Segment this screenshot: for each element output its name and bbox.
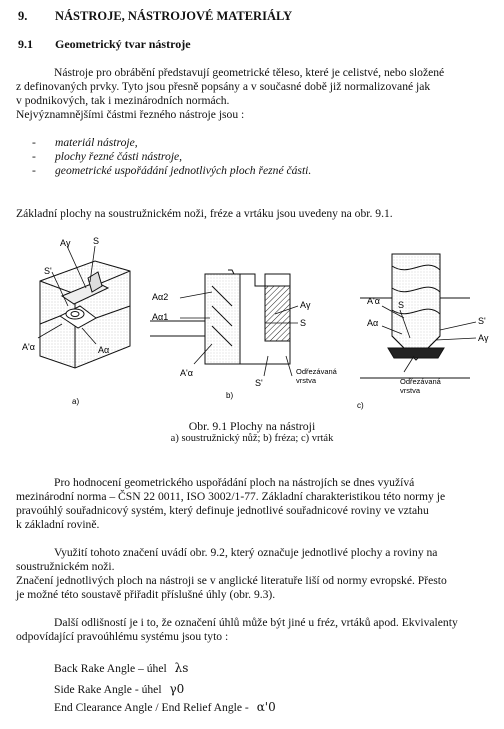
para4-line-1: Další odlišností je i to, že označení úhlů může být jiné u fréz, vrtáků apod. Ekvivalenty	[54, 616, 458, 629]
label-b-aalpha1: Aα1	[152, 312, 169, 322]
para2-line-2: mezinárodní norma – ČSN 22 0011, ISO 3002/1-77. Základní charakteristikou této normy je	[16, 490, 446, 503]
label-b-aalpha-prime: A'α	[180, 368, 193, 378]
label-c-agamma: Aγ	[478, 333, 489, 343]
para3-line-3: Značení jednotlivých ploch na nástroji se v anglické literatuře liší od normy evropské. Přesto	[16, 574, 447, 587]
panel-b-label: b)	[226, 391, 234, 400]
panel-a-label: a)	[72, 397, 80, 406]
label-c-cut-1: Odřezávaná	[400, 377, 441, 386]
label-a-aalpha: Aα	[98, 345, 110, 355]
para2-line-4: k základní rovině.	[16, 518, 100, 531]
equivalent-row-1	[54, 661, 188, 675]
label-b-cut-1: Odřezávaná	[296, 367, 337, 376]
para2-line-3: pravoúhlý souřadnicový systém, který definuje jednotlivé souřadnicové roviny ve vztahu	[16, 504, 429, 517]
equivalent-symbol-3: α'0	[256, 700, 276, 714]
list-dash-2: -	[32, 150, 36, 163]
intro-line-1: Nástroje pro obrábění představují geometrické těleso, které je celistvé, nebo složené	[54, 66, 445, 79]
list-item-3: geometrické uspořádání jednotlivých ploch řezné části.	[55, 164, 312, 177]
para3-line-4: je možné této soustavě přiřadit příslušné úhly (obr. 9.3).	[16, 588, 276, 601]
figure-intro: Základní plochy na soustružnickém noži, fréze a vrtáku jsou uvedeny na obr. 9.1.	[16, 207, 393, 220]
intro-line-4: Nejvýznamnějšími částmi řezného nástroje jsou :	[16, 108, 245, 121]
label-c-sprime: S'	[478, 316, 486, 326]
para4-line-2: odpovídající pravoúhlému systému jsou tyto :	[16, 630, 229, 643]
equivalent-symbol-1: λs	[174, 661, 189, 675]
figure-9-1	[0, 226, 504, 412]
panel-c-label: c)	[357, 401, 364, 410]
list-item-1: materiál nástroje,	[55, 136, 138, 149]
list-dash-3: -	[32, 164, 36, 177]
section-number: 9.	[18, 9, 28, 23]
section-title: NÁSTROJE, NÁSTROJOVÉ MATERIÁLY	[55, 9, 293, 23]
equivalent-row-3	[54, 700, 276, 714]
label-a-sprime: S'	[44, 266, 52, 276]
label-b-sprime: S'	[255, 378, 263, 388]
label-a-agamma: Aγ	[60, 238, 71, 248]
label-c-aalpha: Aα	[367, 318, 379, 328]
subsection-number: 9.1	[18, 37, 33, 51]
label-a-s: S	[93, 236, 100, 246]
equivalent-text-3: End Clearance Angle / End Relief Angle -	[54, 701, 249, 714]
intro-line-3: v podnikových, tak i mezinárodních normách.	[16, 94, 230, 107]
drill-drawing	[360, 254, 470, 378]
equivalent-symbol-2: γ0	[169, 682, 185, 696]
label-c-cut-2: vrstva	[400, 386, 421, 395]
subsection-title: Geometrický tvar nástroje	[55, 37, 191, 51]
label-b-agamma: Aγ	[300, 300, 311, 310]
equivalent-row-2	[54, 682, 184, 696]
figure-subcaption: a) soustružnický nůž; b) fréza; c) vrták	[170, 433, 334, 444]
label-c-s: S	[398, 300, 405, 310]
figure-caption: Obr. 9.1 Plochy na nástroji	[188, 419, 316, 433]
label-b-cut-2: vrstva	[296, 376, 317, 385]
label-b-s: S	[300, 318, 307, 328]
para3-line-1: Využití tohoto značení uvádí obr. 9.2, který označuje jednotlivé plochy a roviny na	[54, 546, 438, 559]
label-b-aalpha2: Aα2	[152, 292, 169, 302]
equivalent-text-2: Side Rake Angle - úhel	[54, 683, 162, 696]
lathe-tool-drawing	[40, 261, 130, 368]
list-dash-1: -	[32, 136, 36, 149]
para2-line-1: Pro hodnocení geometrického uspořádání ploch na nástrojích se dnes využívá	[54, 476, 415, 489]
list-item-2: plochy řezné části nástroje,	[55, 150, 183, 163]
label-a-aalpha-prime: A'α	[22, 342, 35, 352]
para3-line-2: soustružnickém noži.	[16, 560, 115, 573]
intro-line-2: z definovaných prvky. Tyto jsou přesně popsány a v současné době již normalizované jak	[16, 80, 431, 93]
label-c-aalpha-prime: A'α	[367, 296, 380, 306]
milling-cutter-drawing	[150, 270, 290, 364]
equivalent-text-1: Back Rake Angle – úhel	[54, 662, 167, 675]
